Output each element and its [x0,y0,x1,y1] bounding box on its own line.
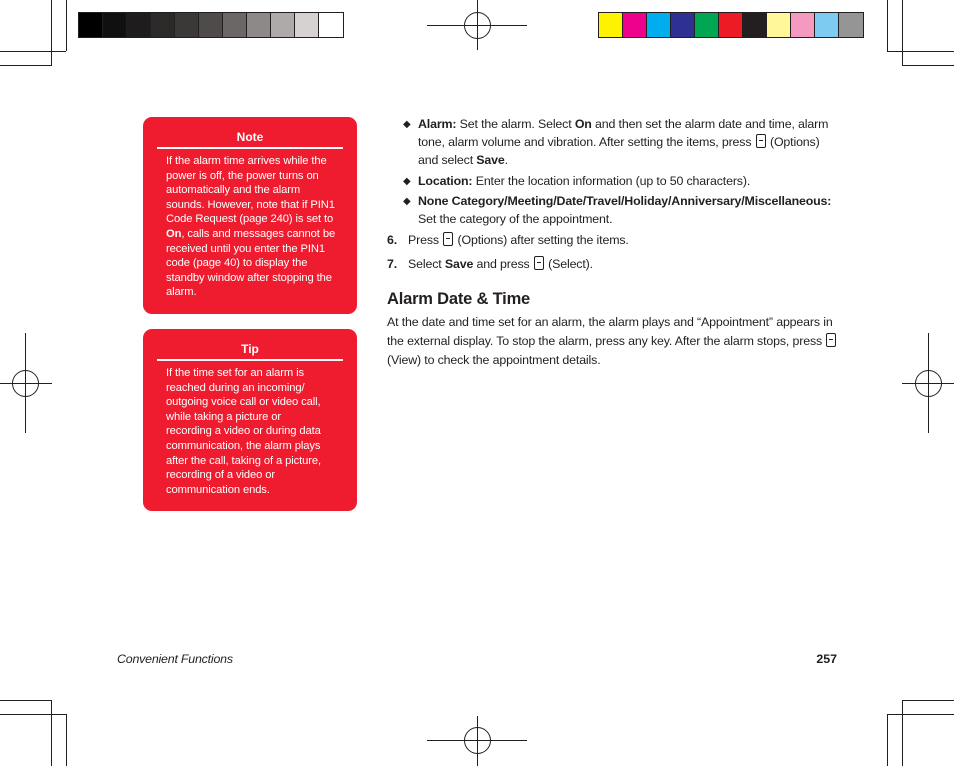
note-title: Note [236,130,264,144]
gray-swatch [175,13,199,37]
note-text [166,154,336,300]
gray-swatch [319,13,343,37]
step-6-text-2: (Options) after setting the items. [454,233,629,247]
page-number: 257 [816,652,837,666]
alarm-text-3: (Options) and select [418,135,820,167]
step-7-bold-save: Save [444,257,474,271]
gray-swatch [79,13,103,37]
section-paragraph [387,313,839,370]
gray-swatch [127,13,151,37]
tip-divider [157,359,343,361]
location-text: Enter the location information (up to 50 characters). [472,174,751,188]
softkey-icon [534,256,544,270]
gray-swatch [223,13,247,37]
step-7-text-2: and press [473,257,533,271]
section-text-2: (View) to check the appointment details. [387,353,601,367]
step-7-text [408,255,839,273]
alarm-text-1: Set the alarm. Select [456,117,575,131]
section-heading: Alarm Date & Time [387,290,531,308]
alarm-text-4: . [504,153,508,167]
bullet-marker: ◆ [403,196,411,207]
gray-swatch [271,13,295,37]
note-text-part-2: , calls and messages cannot be received until you enter the PIN1 code (page 40) to display the standby window after stopping the alarm. [166,227,336,299]
tip-text: If the time set for an alarm is reached during an incoming/ outgoing voice call or video call, while taking a picture or recording a video or during data communication, the alarm plays after the call, taking of a picture, recording of a video or communication ends. [166,367,321,496]
note-divider [157,147,343,149]
step-6-text [408,231,839,249]
gray-swatch [295,13,319,37]
category-label: None Category/Meeting/Date/Travel/Holiday/Anniversary/Miscellaneous: [418,194,832,208]
step-number: 7. [387,257,398,271]
bullet-marker: ◆ [403,176,411,187]
bullet-marker: ◆ [403,119,411,130]
step-number: 6. [387,233,398,247]
main-content [387,0,839,766]
tip-box [143,329,357,511]
note-bold-on: On [166,227,182,240]
alarm-bold-on: On [574,117,592,131]
grayscale-color-bar [78,12,344,38]
bullet-alarm-text [418,115,839,169]
bullet-category-text [418,192,839,228]
location-label: Location: [418,174,473,188]
gray-swatch [247,13,271,37]
alarm-text-2: and then set the alarm date and time, alarm tone, alarm volume and vibration. After setting the items, press [418,117,829,149]
step-6-text-1: Press [408,233,443,247]
tip-title: Tip [241,342,259,356]
gray-swatch [151,13,175,37]
step-7-text-1: Select [408,257,445,271]
alarm-label: Alarm: [418,117,457,131]
section-text-1: At the date and time set for an alarm, the alarm plays and “Appointment” appears in the external display. To stop the alarm, press any key. After the alarm stops, press [387,315,833,348]
note-text-part-1: If the alarm time arrives while the power is off, the power turns on automatically and the alarm sounds. However, note that if PIN1 Code Request (page 240) is set to [166,155,335,226]
gray-swatch [199,13,223,37]
bullet-location-text [418,172,839,190]
alarm-bold-save: Save [476,153,505,167]
softkey-icon [826,333,836,347]
note-box [143,117,357,314]
softkey-icon [443,232,453,246]
category-text: Set the category of the appointment. [418,212,613,226]
footer-chapter: Convenient Functions [117,652,233,666]
step-7-text-3: (Select). [544,257,593,271]
softkey-icon [756,134,766,148]
gray-swatch [103,13,127,37]
color-swatch [839,13,863,37]
